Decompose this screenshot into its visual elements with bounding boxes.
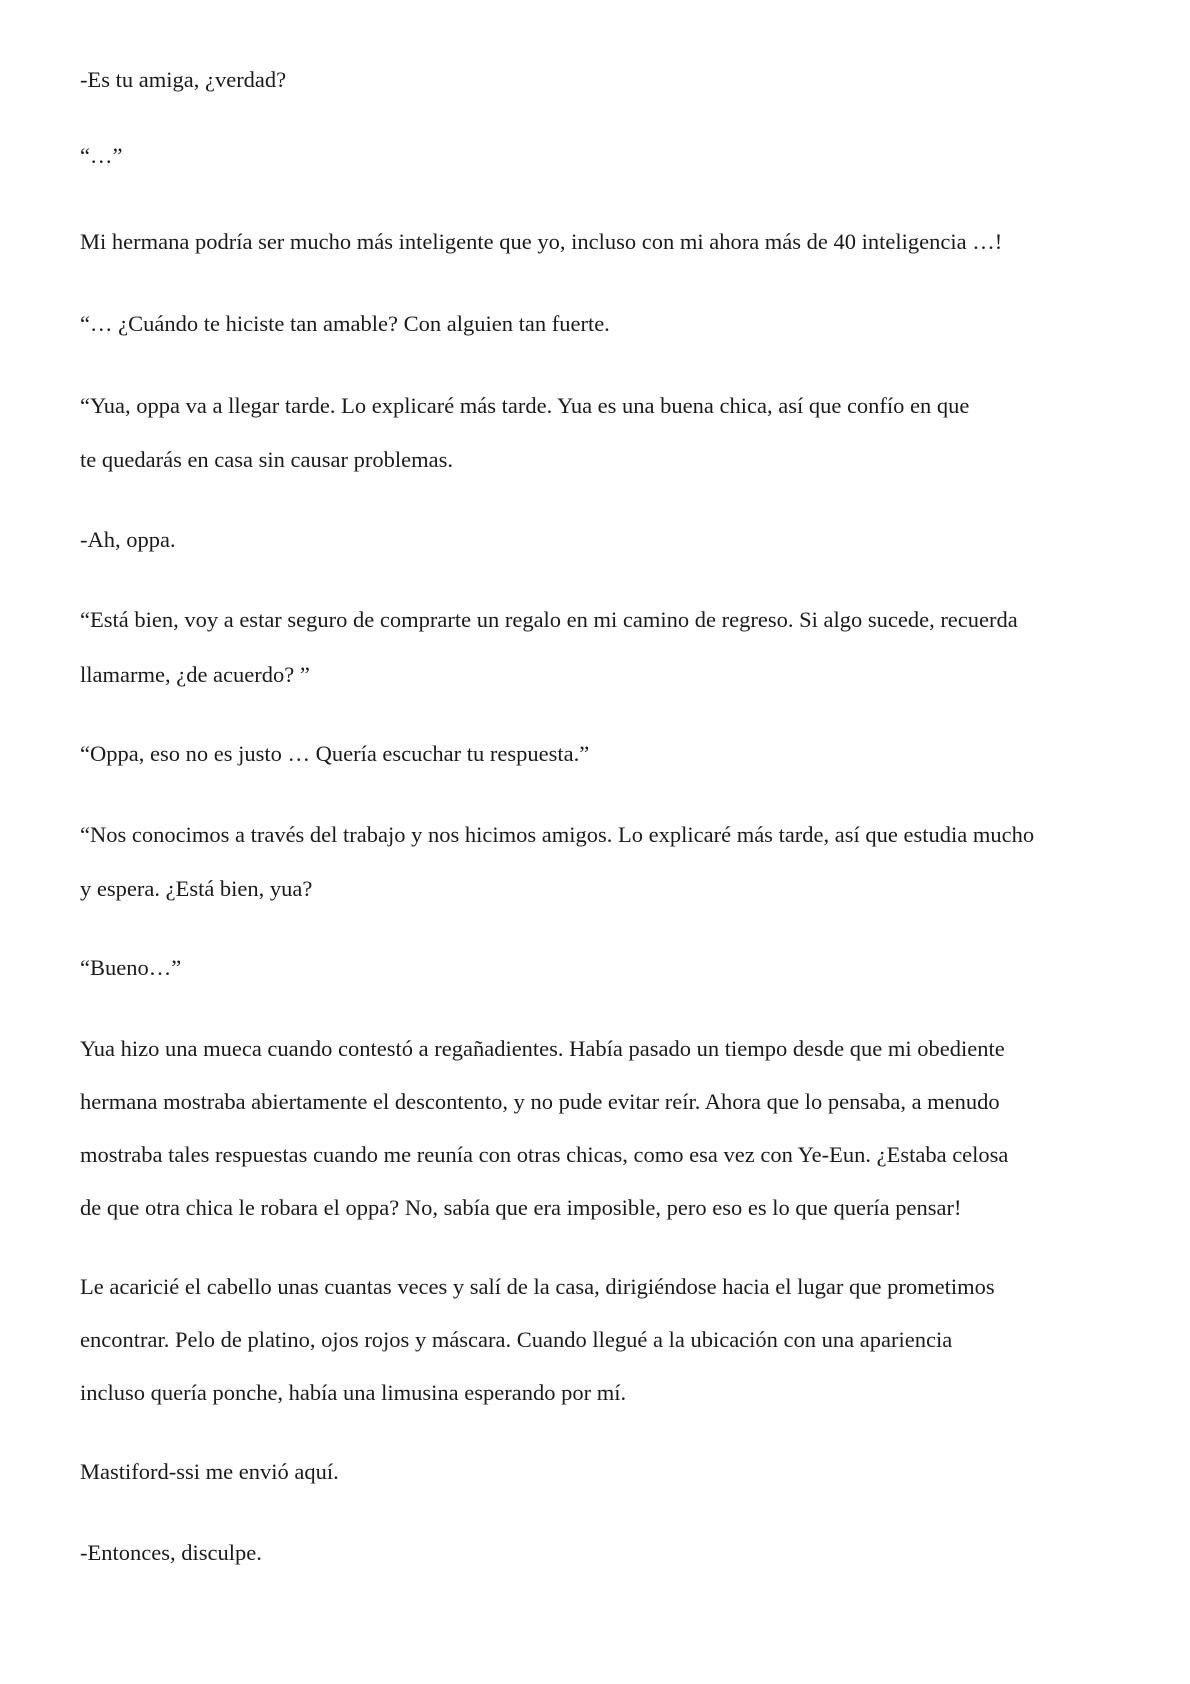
text-line: “Nos conocimos a través del trabajo y nos hicimos amigos. Lo explicaré más tarde, así que estudia mucho	[80, 822, 1035, 847]
text-line: incluso quería ponche, había una limusina esperando por mí.	[80, 1380, 627, 1405]
text-line: “Oppa, eso no es justo … Quería escuchar tu respuesta.”	[80, 741, 590, 766]
text-line: te quedarás en casa sin causar problemas.	[80, 447, 453, 472]
text-line: -Entonces, disculpe.	[80, 1540, 262, 1565]
text-line: mostraba tales respuestas cuando me reunía con otras chicas, como esa vez con Ye-Eun. ¿Estaba celosa	[80, 1142, 1009, 1167]
text-line: “Yua, oppa va a llegar tarde. Lo explicaré más tarde. Yua es una buena chica, así que confío en que	[80, 393, 970, 418]
text-line: encontrar. Pelo de platino, ojos rojos y máscara. Cuando llegué a la ubicación con una apariencia	[80, 1327, 953, 1352]
text-line: -Ah, oppa.	[80, 527, 176, 552]
text-line: “…”	[80, 143, 123, 168]
text-line: hermana mostraba abiertamente el descontento, y no pude evitar reír. Ahora que lo pensaba, a menudo	[80, 1089, 1000, 1114]
text-line: “Bueno…”	[80, 955, 182, 980]
text-line: Mastiford-ssi me envió aquí.	[80, 1459, 339, 1484]
text-line: “Está bien, voy a estar seguro de comprarte un regalo en mi camino de regreso. Si algo sucede, recuerda	[80, 607, 1018, 632]
text-line: y espera. ¿Está bien, yua?	[80, 876, 313, 901]
text-line: Mi hermana podría ser mucho más inteligente que yo, incluso con mi ahora más de 40 inteligencia …!	[80, 229, 1003, 254]
text-line: Yua hizo una mueca cuando contestó a regañadientes. Había pasado un tiempo desde que mi obediente	[80, 1036, 1005, 1061]
text-line: de que otra chica le robara el oppa? No, sabía que era imposible, pero eso es lo que quería pensar!	[80, 1195, 962, 1220]
text-line: “… ¿Cuándo te hiciste tan amable? Con alguien tan fuerte.	[80, 311, 610, 336]
text-line: Le acaricié el cabello unas cuantas veces y salí de la casa, dirigiéndose hacia el lugar que prometimos	[80, 1274, 995, 1299]
text-line: -Es tu amiga, ¿verdad?	[80, 67, 287, 92]
text-line: llamarme, ¿de acuerdo? ”	[80, 662, 310, 687]
